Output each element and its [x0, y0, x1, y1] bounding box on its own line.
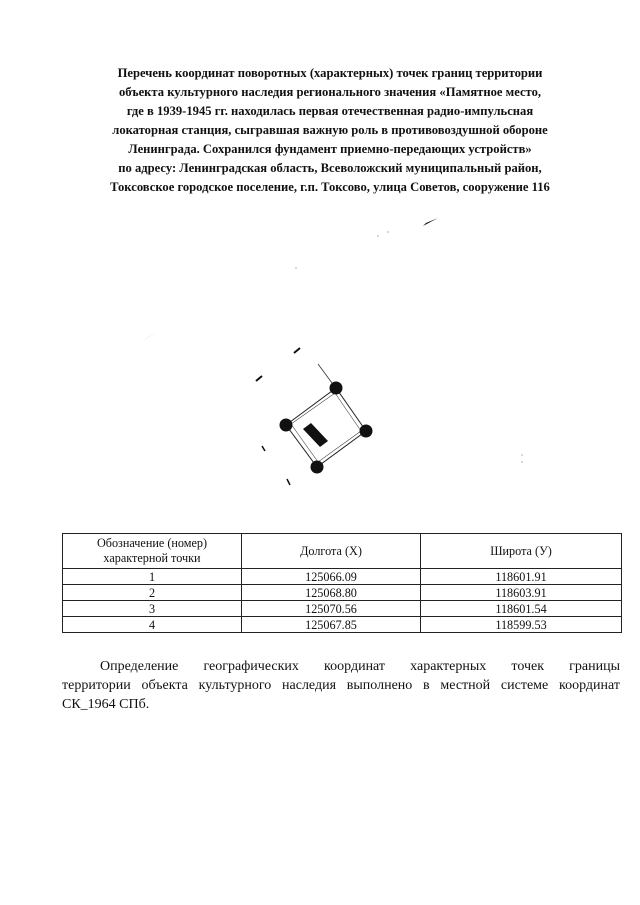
scan-dot [387, 231, 388, 232]
table-row [63, 569, 622, 585]
scan-mark [262, 446, 265, 451]
title-line: Токсовское городское поселение, г.п. Токсово, улица Советов, сооружение 116 [110, 180, 550, 194]
page-title [60, 64, 600, 197]
note-line: Определение географических координат характерных точек границы [100, 659, 620, 674]
boundary-plan [0, 200, 640, 520]
table-row [63, 601, 622, 617]
title-line: по адресу: Ленинградская область, Всеволожский муниципальный район, [118, 161, 542, 175]
latitude-cell: 118601.91 [421, 569, 622, 585]
title-line: где в 1939-1945 гг. находилась первая отечественная радио-импульсная [126, 104, 534, 118]
title-line: Перечень координат поворотных (характерных) точек границ территории [117, 66, 543, 80]
boundary-polygon-inner [291, 393, 361, 462]
header-longitude: Долгота (X) [242, 534, 421, 569]
scan-dot [377, 235, 378, 236]
boundary-point [330, 382, 343, 395]
table-header-row [63, 534, 622, 569]
longitude-cell: 125067.85 [242, 617, 421, 633]
coordinates-table [62, 533, 622, 633]
title-line: объекта культурного наследия регионального значения «Памятное место, [118, 85, 542, 99]
title-line: Ленинграда. Сохранился фундамент приемно-передающих устройств» [128, 142, 532, 156]
longitude-cell: 125070.56 [242, 601, 421, 617]
longitude-cell: 125066.09 [242, 569, 421, 585]
latitude-cell: 118599.53 [421, 617, 622, 633]
point-number-cell: 4 [63, 617, 242, 633]
scan-mark [287, 479, 290, 485]
scan-mark [256, 376, 262, 381]
latitude-cell: 118601.54 [421, 601, 622, 617]
point-number-cell: 1 [63, 569, 242, 585]
point-number-cell: 2 [63, 585, 242, 601]
note-line: СК_1964 СПб. [62, 697, 150, 712]
boundary-point [280, 419, 293, 432]
table-row [63, 585, 622, 601]
latitude-cell: 118603.91 [421, 585, 622, 601]
coordinate-system-note [62, 657, 620, 714]
title-line: локаторная станция, сыгравшая важную роль в противовоздушной обороне [112, 123, 548, 137]
header-point-number [63, 534, 242, 569]
north-arrow-mark [423, 218, 438, 226]
header-text: Обозначение (номер) характерной точки [96, 536, 208, 565]
table-row [63, 617, 622, 633]
boundary-point [360, 425, 373, 438]
header-latitude: Широта (У) [421, 534, 622, 569]
scan-mark [294, 348, 300, 353]
longitude-cell: 125068.80 [242, 585, 421, 601]
scan-dot [521, 454, 522, 455]
scan-dot [295, 267, 296, 268]
scan-dot [521, 461, 522, 462]
north-arrow-mark [144, 331, 158, 340]
boundary-point [311, 461, 324, 474]
note-line: территории объекта культурного наследия выполнено в местной системе координат [62, 678, 620, 693]
boundary-polygon [286, 388, 366, 467]
foundation-block [303, 423, 328, 447]
point-number-cell: 3 [63, 601, 242, 617]
